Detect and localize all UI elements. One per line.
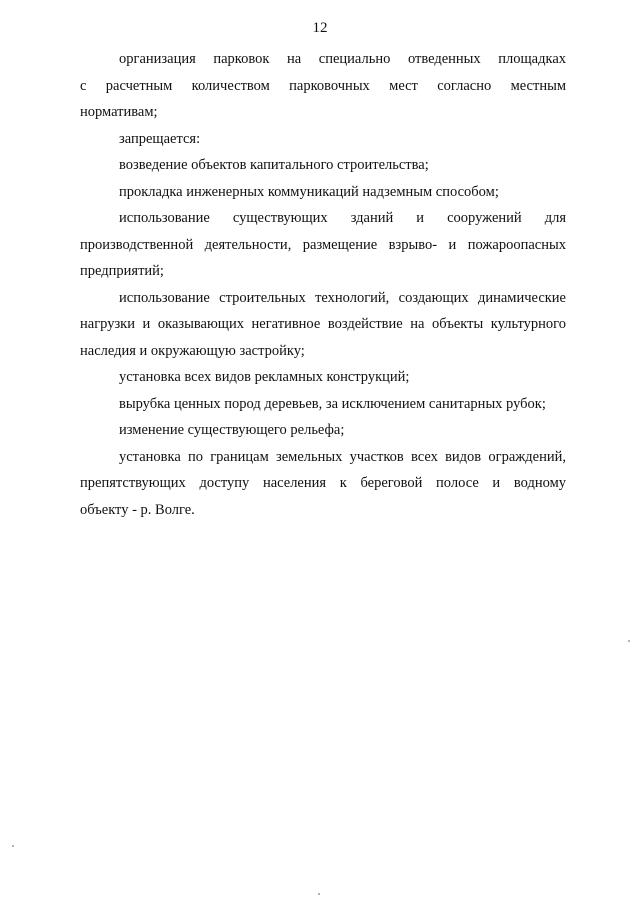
paragraph-line: предприятий; xyxy=(80,263,164,279)
paragraph-capital-construction: возведение объектов капитального строительства; xyxy=(119,157,429,173)
paragraph-line: использование строительных технологий, создающих динамические xyxy=(119,289,566,306)
paragraph-utilities: прокладка инженерных коммуникаций надземным способом; xyxy=(119,183,499,200)
paragraph-relief: изменение существующего рельефа; xyxy=(119,422,345,438)
paragraph-line: объекту - р. Волге. xyxy=(80,501,195,518)
paragraph-existing-buildings xyxy=(80,205,566,285)
paragraph-line: установка по границам земельных участков всех видов ограждений, xyxy=(119,448,566,465)
paragraph-line: использование существующих зданий и сооружений для xyxy=(119,210,566,226)
paragraph-fencing xyxy=(80,444,566,524)
paragraph-line: производственной деятельности, размещение взрыво- и пожароопасных xyxy=(80,236,566,253)
scan-speck xyxy=(318,893,320,895)
scan-speck xyxy=(12,845,14,847)
paragraph-line: наследия и окружающую застройку; xyxy=(80,342,305,359)
paragraph-line: препятствующих доступу населения к береговой полосе и водному xyxy=(80,475,566,491)
scan-speck xyxy=(628,640,630,642)
paragraph-line: нагрузки и оказывающих негативное воздействие на объекты культурного xyxy=(80,316,566,332)
paragraph-prohibited-heading: запрещается: xyxy=(119,130,201,147)
paragraph-line: с расчетным количеством парковочных мест согласно местным xyxy=(80,77,566,94)
paragraph-advertising: установка всех видов рекламных конструкций; xyxy=(119,369,410,385)
paragraph-tree-felling: вырубка ценных пород деревьев, за исключением санитарных рубок; xyxy=(119,395,546,412)
paragraph-construction-technologies xyxy=(80,285,566,365)
paragraph-line: организация парковок на специально отведенных площадках xyxy=(119,51,566,67)
paragraph-parking xyxy=(80,46,566,126)
page-number: 12 xyxy=(312,20,328,36)
paragraph-line: нормативам; xyxy=(80,104,158,120)
document-body xyxy=(80,46,566,523)
